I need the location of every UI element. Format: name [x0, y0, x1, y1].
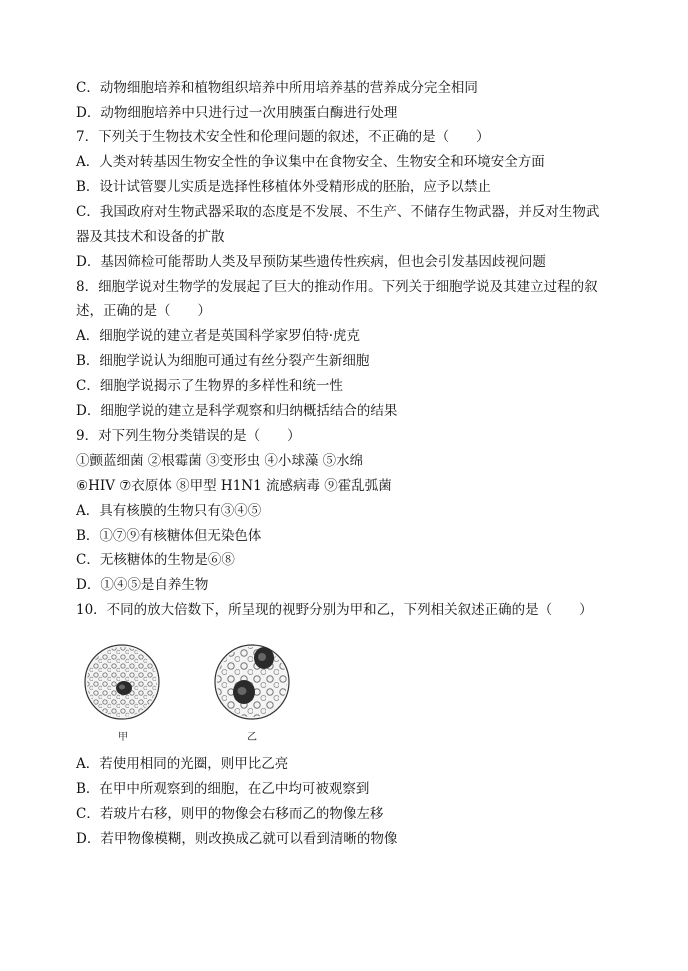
q8-option-d: D．细胞学说的建立是科学观察和归纳概括结合的结果: [76, 403, 398, 419]
q9-option-b: B．①⑦⑨有核糖体但无染色体: [76, 528, 262, 544]
q9-list-2: ⑥HIV ⑦衣原体 ⑧甲型 H1N1 流感病毒 ⑨霍乱弧菌: [76, 478, 392, 494]
question-8-cont: 述，正确的是（ ）: [76, 303, 211, 319]
q9-option-c: C．无核糖体的生物是⑥⑧: [76, 552, 235, 568]
field-yi: [215, 645, 289, 719]
q7-option-c-cont: 器及其技术和设备的扩散: [76, 229, 225, 245]
q10-option-c: C．若玻片右移，则甲的物像会右移而乙的物像左移: [76, 806, 384, 822]
question-8: 8．细胞学说对生物学的发展起了巨大的推动作用。下列关于细胞学说及其建立过程的叙: [76, 279, 598, 295]
field-jia: [85, 645, 159, 719]
q7-option-d: D．基因筛检可能帮助人类及早预防某些遗传性疾病，但也会引发基因歧视问题: [76, 254, 546, 270]
question-9: 9．对下列生物分类错误的是（ ）: [76, 428, 301, 444]
q8-option-a: A．细胞学说的建立者是英国科学家罗伯特·虎克: [76, 328, 361, 344]
q7-option-a: A．人类对转基因生物安全性的争议集中在食物安全、生物安全和环境安全方面: [76, 154, 545, 170]
question-10: 10．不同的放大倍数下，所呈现的视野分别为甲和乙，下列相关叙述正确的是（ ）: [76, 602, 593, 618]
q10-option-d: D．若甲物像模糊，则改换成乙就可以看到清晰的物像: [76, 831, 398, 847]
q7-option-b: B．设计试管婴儿实质是选择性移植体外受精形成的胚胎，应予以禁止: [76, 179, 491, 195]
label-yi: 乙: [247, 732, 257, 743]
question-7: 7．下列关于生物技术安全性和伦理问题的叙述，不正确的是（ ）: [76, 129, 490, 145]
line-2: D．动物细胞培养中只进行过一次用胰蛋白酶进行处理: [76, 105, 398, 121]
q7-option-c: C．我国政府对生物武器采取的态度是不发展、不生产、不储存生物武器，并反对生物武: [76, 204, 600, 220]
q10-option-a: A．若使用相同的光圈，则甲比乙亮: [76, 756, 289, 772]
label-jia: 甲: [118, 732, 128, 743]
q9-list-1: ①颤蓝细菌 ②根霉菌 ③变形虫 ④小球藻 ⑤水绵: [76, 453, 364, 469]
microscope-fields-figure: [84, 636, 314, 748]
q8-option-c: C．细胞学说揭示了生物界的多样性和统一性: [76, 378, 343, 394]
q9-option-d: D．①④⑤是自养生物: [76, 577, 209, 593]
q8-option-b: B．细胞学说认为细胞可通过有丝分裂产生新细胞: [76, 353, 370, 369]
q9-option-a: A．具有核膜的生物只有③④⑤: [76, 503, 262, 519]
line-1: C．动物细胞培养和植物组织培养中所用培养基的营养成分完全相同: [76, 80, 478, 96]
q10-option-b: B．在甲中所观察到的细胞，在乙中均可被观察到: [76, 781, 370, 797]
